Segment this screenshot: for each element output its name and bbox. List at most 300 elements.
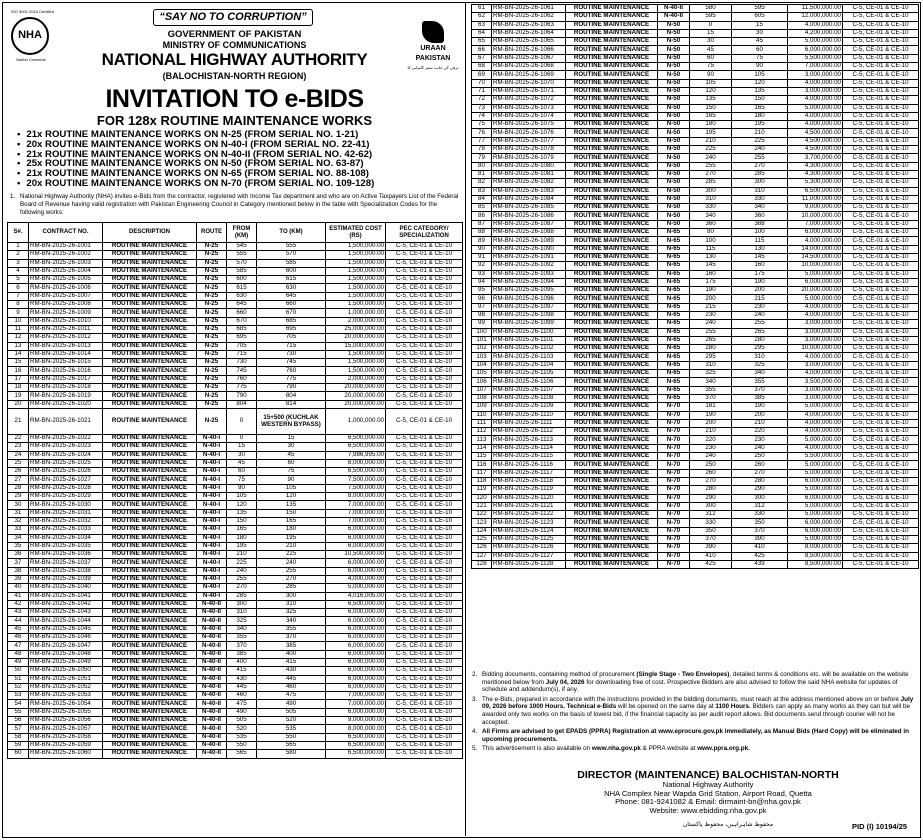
table-cell: N-65 xyxy=(658,303,690,311)
table-cell: 230 xyxy=(732,303,788,311)
table-row xyxy=(472,162,919,170)
table-cell: 415 xyxy=(227,667,257,675)
table-cell: 40 xyxy=(8,584,29,592)
table-row xyxy=(8,717,463,725)
table-cell: 98 xyxy=(472,311,492,319)
table-cell: C-5, CE-01 & CE-10 xyxy=(386,309,463,317)
table-cell: RM-BN-2025-26-1052 xyxy=(29,683,103,691)
table-cell: RM-BN-2025-26-1120 xyxy=(492,494,566,502)
table-cell: 5,000,000.00 xyxy=(788,486,843,494)
table-cell: N-40-I xyxy=(197,559,227,567)
table-cell: C-5, CE-01 & CE-10 xyxy=(386,434,463,442)
table-row xyxy=(8,575,463,583)
table-cell: ROUTINE MAINTENANCE xyxy=(566,560,658,568)
table-cell: ROUTINE MAINTENANCE xyxy=(566,411,658,419)
note-number: 4. xyxy=(472,727,478,735)
table-cell: 6,000,000.00 xyxy=(326,683,386,691)
table-cell: ROUTINE MAINTENANCE xyxy=(566,212,658,220)
table-row xyxy=(8,484,463,492)
table-cell: N-25 xyxy=(197,408,227,434)
table-cell: 280 xyxy=(690,345,732,353)
table-row xyxy=(472,494,919,502)
table-cell: ROUTINE MAINTENANCE xyxy=(566,353,658,361)
table-cell: ROUTINE MAINTENANCE xyxy=(103,251,197,259)
works-summary-item: • 20x ROUTINE MAINTENANCE WORKS ON N-40-I (FROM SERIAL NO. 22-41) xyxy=(17,140,374,150)
table-cell: C-5, CE-01 & CE-10 xyxy=(843,96,919,104)
table-cell: ROUTINE MAINTENANCE xyxy=(103,392,197,400)
table-cell: RM-BN-2025-26-1085 xyxy=(492,204,566,212)
table-row xyxy=(8,501,463,509)
table-cell: 112 xyxy=(472,428,492,436)
table-cell: RM-BN-2025-26-1124 xyxy=(492,527,566,535)
table-cell: 1,500,000.00 xyxy=(326,251,386,259)
table-row xyxy=(472,378,919,386)
table-cell: C-5, CE-01 & CE-10 xyxy=(843,21,919,29)
uraan-line1: URAAN xyxy=(420,45,446,52)
table-cell: 565 xyxy=(257,741,326,749)
table-cell: ROUTINE MAINTENANCE xyxy=(566,204,658,212)
table-cell: N-65 xyxy=(658,345,690,353)
table-cell: 250 xyxy=(690,461,732,469)
table-row xyxy=(8,443,463,451)
table-cell: 555 xyxy=(227,251,257,259)
table-cell: 85 xyxy=(472,204,492,212)
table-cell: N-50 xyxy=(658,179,690,187)
table-cell: 64 xyxy=(472,29,492,37)
table-cell: ROUTINE MAINTENANCE xyxy=(103,534,197,542)
table-cell: 545 xyxy=(227,243,257,251)
table-cell: 6,000,000.00 xyxy=(788,46,843,54)
intro-number: 1. xyxy=(10,193,16,200)
table-cell: RM-BN-2025-26-1089 xyxy=(492,237,566,245)
table-row xyxy=(472,428,919,436)
table-row xyxy=(8,609,463,617)
table-cell: C-5, CE-01 & CE-10 xyxy=(843,287,919,295)
table-cell: RM-BN-2025-26-1099 xyxy=(492,320,566,328)
table-cell: 6,000,000.00 xyxy=(326,667,386,675)
table-cell: RM-BN-2025-26-1079 xyxy=(492,154,566,162)
table-cell: C-5, CE-01 & CE-10 xyxy=(386,634,463,642)
note-item xyxy=(472,728,918,743)
table-cell: ROUTINE MAINTENANCE xyxy=(103,600,197,608)
table-cell: C-5, CE-01 & CE-10 xyxy=(386,575,463,583)
table-cell: C-5, CE-01 & CE-10 xyxy=(843,129,919,137)
table-cell: 210 xyxy=(690,137,732,145)
table-row xyxy=(8,600,463,608)
table-row xyxy=(472,511,919,519)
table-cell: C-5, CE-01 & CE-10 xyxy=(386,459,463,467)
table-cell: RM-BN-2025-26-1005 xyxy=(29,276,103,284)
table-row xyxy=(8,259,463,267)
table-cell: ROUTINE MAINTENANCE xyxy=(103,342,197,350)
table-cell: RM-BN-2025-26-1020 xyxy=(29,400,103,408)
table-cell: 330 xyxy=(732,511,788,519)
table-cell: ROUTINE MAINTENANCE xyxy=(566,336,658,344)
table-cell: 300 xyxy=(690,187,732,195)
table-cell: 370 xyxy=(690,536,732,544)
table-row xyxy=(8,551,463,559)
table-cell: ROUTINE MAINTENANCE xyxy=(103,509,197,517)
table-cell: 118 xyxy=(472,477,492,485)
table-cell: ROUTINE MAINTENANCE xyxy=(103,642,197,650)
table-cell: 124 xyxy=(472,527,492,535)
table-cell: C-5, CE-01 & CE-10 xyxy=(843,146,919,154)
table-row xyxy=(472,38,919,46)
works-summary-item: • 25x ROUTINE MAINTENANCE WORKS ON N-50 (FROM SERIAL NO. 63-87) xyxy=(17,159,374,169)
table-row xyxy=(472,179,919,187)
table-cell: N-50 xyxy=(658,38,690,46)
table-cell: ROUTINE MAINTENANCE xyxy=(103,468,197,476)
table-cell: N-50 xyxy=(658,170,690,178)
table-cell: 3,700,000.00 xyxy=(788,154,843,162)
table-cell: 15 xyxy=(690,29,732,37)
table-cell: 370 xyxy=(257,634,326,642)
table-cell: 200 xyxy=(690,295,732,303)
table-cell: N-50 xyxy=(658,146,690,154)
table-cell: 605 xyxy=(732,13,788,21)
table-cell: N-70 xyxy=(658,536,690,544)
table-cell: 61 xyxy=(472,5,492,13)
table-cell: ROUTINE MAINTENANCE xyxy=(566,96,658,104)
table-cell: C-5, CE-01 & CE-10 xyxy=(843,229,919,237)
table-cell: 26 xyxy=(8,468,29,476)
table-cell: 92 xyxy=(472,262,492,270)
table-cell: 370 xyxy=(732,527,788,535)
table-cell: N-25 xyxy=(197,259,227,267)
table-cell: C-5, CE-01 & CE-10 xyxy=(843,311,919,319)
table-cell: 310 xyxy=(732,187,788,195)
table-cell: N-40-II xyxy=(197,658,227,666)
table-cell: 66 xyxy=(472,46,492,54)
table-cell: 630 xyxy=(227,292,257,300)
table-cell: RM-BN-2025-26-1102 xyxy=(492,345,566,353)
table-row xyxy=(472,477,919,485)
table-cell: 72 xyxy=(472,96,492,104)
table-cell: RM-BN-2025-26-1071 xyxy=(492,87,566,95)
table-row xyxy=(8,517,463,525)
table-cell: 7 xyxy=(8,292,29,300)
table-cell: 7,000,000.00 xyxy=(326,692,386,700)
table-cell: ROUTINE MAINTENANCE xyxy=(103,708,197,716)
table-cell: ROUTINE MAINTENANCE xyxy=(566,419,658,427)
table-cell: 110 xyxy=(472,411,492,419)
table-cell: C-5, CE-01 & CE-10 xyxy=(843,469,919,477)
table-cell: 87 xyxy=(472,220,492,228)
table-cell: 3,000,000.00 xyxy=(788,320,843,328)
table-cell: RM-BN-2025-26-1073 xyxy=(492,104,566,112)
table-cell: 13 xyxy=(8,342,29,350)
page-title: INVITATION TO e-BIDS xyxy=(105,85,364,113)
table-cell: ROUTINE MAINTENANCE xyxy=(103,276,197,284)
right-column xyxy=(468,3,921,836)
table-cell: RM-BN-2025-26-1093 xyxy=(492,270,566,278)
table-cell: 20,000,000.00 xyxy=(326,384,386,392)
table-cell: RM-BN-2025-26-1047 xyxy=(29,642,103,650)
table-cell: N-50 xyxy=(658,121,690,129)
table-cell: N-25 xyxy=(197,267,227,275)
table-cell: N-25 xyxy=(197,301,227,309)
table-row xyxy=(472,13,919,21)
table-cell: N-40-II xyxy=(197,741,227,749)
table-cell: 285 xyxy=(690,179,732,187)
table-row xyxy=(8,267,463,275)
table-cell: ROUTINE MAINTENANCE xyxy=(566,394,658,402)
table-cell: C-5, CE-01 & CE-10 xyxy=(843,262,919,270)
table-cell: N-70 xyxy=(658,453,690,461)
table-cell: 695 xyxy=(227,334,257,342)
table-cell: ROUTINE MAINTENANCE xyxy=(103,634,197,642)
table-cell: 33 xyxy=(8,526,29,534)
table-cell: N-40-II xyxy=(197,725,227,733)
table-cell: 715 xyxy=(227,350,257,358)
table-cell: 7,000,000.00 xyxy=(326,517,386,525)
table-cell: N-40-I xyxy=(197,459,227,467)
table-row xyxy=(472,336,919,344)
table-cell: 210 xyxy=(732,419,788,427)
table-cell: 385 xyxy=(257,642,326,650)
table-cell: N-40-II xyxy=(197,750,227,758)
table-cell: N-40-II xyxy=(197,609,227,617)
table-cell: 6,000,000.00 xyxy=(788,527,843,535)
table-cell: 6,000,000.00 xyxy=(788,278,843,286)
table-cell: 790 xyxy=(257,384,326,392)
table-cell: ROUTINE MAINTENANCE xyxy=(103,375,197,383)
table-cell: 330 xyxy=(690,204,732,212)
table-cell: RM-BN-2025-26-1115 xyxy=(492,453,566,461)
table-cell: N-50 xyxy=(658,187,690,195)
table-cell: 75 xyxy=(227,476,257,484)
table-row xyxy=(8,625,463,633)
table-row xyxy=(8,292,463,300)
table-cell: ROUTINE MAINTENANCE xyxy=(566,345,658,353)
table-cell: C-5, CE-01 & CE-10 xyxy=(386,484,463,492)
works-table-right xyxy=(471,4,919,569)
note-text: , detailed terms & conditions etc. will be available on the website mentioned below from xyxy=(482,671,909,686)
table-cell: RM-BN-2025-26-1109 xyxy=(492,403,566,411)
table-row xyxy=(472,560,919,568)
table-cell: 1,500,000.00 xyxy=(326,243,386,251)
table-cell: 1,500,000.00 xyxy=(326,284,386,292)
table-cell: ROUTINE MAINTENANCE xyxy=(566,378,658,386)
table-cell: N-50 xyxy=(658,96,690,104)
table-cell: ROUTINE MAINTENANCE xyxy=(566,469,658,477)
table-cell: ROUTINE MAINTENANCE xyxy=(103,517,197,525)
table-row xyxy=(8,700,463,708)
table-cell: N-70 xyxy=(658,519,690,527)
table-cell: RM-BN-2025-26-1017 xyxy=(29,375,103,383)
table-cell: 34 xyxy=(8,534,29,542)
table-cell: 505 xyxy=(227,717,257,725)
table-cell: ROUTINE MAINTENANCE xyxy=(103,733,197,741)
table-cell: 7,000,000.00 xyxy=(326,509,386,517)
table-cell: C-5, CE-01 & CE-10 xyxy=(386,600,463,608)
table-cell: 3,000,000.00 xyxy=(788,394,843,402)
table-cell: 20,000,000.00 xyxy=(326,334,386,342)
table-cell: 38 xyxy=(8,567,29,575)
table-cell: 225 xyxy=(690,146,732,154)
table-row xyxy=(472,353,919,361)
table-cell: C-5, CE-01 & CE-10 xyxy=(843,63,919,71)
table-row xyxy=(472,5,919,13)
table-cell: RM-BN-2025-26-1064 xyxy=(492,29,566,37)
table-row xyxy=(472,436,919,444)
table-row xyxy=(8,683,463,691)
table-cell: 165 xyxy=(690,112,732,120)
table-cell: RM-BN-2025-26-1025 xyxy=(29,459,103,467)
table-cell: C-5, CE-01 & CE-10 xyxy=(843,519,919,527)
table-cell: C-5, CE-01 & CE-10 xyxy=(386,359,463,367)
table-cell: ROUTINE MAINTENANCE xyxy=(566,320,658,328)
table-cell: N-50 xyxy=(658,46,690,54)
table-cell: 120 xyxy=(690,87,732,95)
table-cell: 6,000,000.00 xyxy=(326,708,386,716)
note-text: 1100 Hours. xyxy=(715,703,751,711)
table-cell: ROUTINE MAINTENANCE xyxy=(566,54,658,62)
table-cell: C-5, CE-01 & CE-10 xyxy=(843,170,919,178)
table-cell: 49 xyxy=(8,658,29,666)
table-row xyxy=(472,46,919,54)
table-cell: C-5, CE-01 & CE-10 xyxy=(386,276,463,284)
table-cell: RM-BN-2025-26-1098 xyxy=(492,311,566,319)
table-cell: 3,000,000.00 xyxy=(788,328,843,336)
table-cell: C-5, CE-01 & CE-10 xyxy=(386,251,463,259)
table-cell: ROUTINE MAINTENANCE xyxy=(566,494,658,502)
table-cell: 6,000,000.00 xyxy=(326,625,386,633)
table-cell: 4,500,000.00 xyxy=(788,137,843,145)
table-cell: 430 xyxy=(227,675,257,683)
table-cell: N-40-I xyxy=(197,534,227,542)
table-cell: 3,000,000.00 xyxy=(788,71,843,79)
table-cell: RM-BN-2025-26-1010 xyxy=(29,317,103,325)
table-cell: 54 xyxy=(8,700,29,708)
table-cell: N-25 xyxy=(197,367,227,375)
table-cell: C-5, CE-01 & CE-10 xyxy=(843,320,919,328)
table-cell: 270 xyxy=(690,170,732,178)
table-cell: RM-BN-2025-26-1106 xyxy=(492,378,566,386)
table-cell: 160 xyxy=(690,270,732,278)
table-row xyxy=(8,642,463,650)
table-cell: RM-BN-2025-26-1082 xyxy=(492,179,566,187)
table-cell: N-40-I xyxy=(197,592,227,600)
table-cell: RM-BN-2025-26-1100 xyxy=(492,328,566,336)
table-cell: 106 xyxy=(472,378,492,386)
table-cell: C-5, CE-01 & CE-10 xyxy=(843,270,919,278)
table-cell: 240 xyxy=(257,559,326,567)
table-cell: 210 xyxy=(227,551,257,559)
table-cell: ROUTINE MAINTENANCE xyxy=(566,154,658,162)
table-row xyxy=(8,301,463,309)
table-cell: N-25 xyxy=(197,342,227,350)
table-cell: C-5, CE-01 & CE-10 xyxy=(386,592,463,600)
table-cell: 425 xyxy=(732,552,788,560)
table-cell: ROUTINE MAINTENANCE xyxy=(103,309,197,317)
table-cell: 80 xyxy=(690,229,732,237)
table-cell: 4,000,000.00 xyxy=(788,112,843,120)
table-cell: 60 xyxy=(690,54,732,62)
column-header: CONTRACT NO. xyxy=(29,223,103,243)
table-cell: 310 xyxy=(690,361,732,369)
table-cell: ROUTINE MAINTENANCE xyxy=(103,292,197,300)
table-row xyxy=(8,542,463,550)
table-cell: 445 xyxy=(257,675,326,683)
table-row xyxy=(8,434,463,442)
table-cell: 100 xyxy=(472,328,492,336)
table-cell: 120 xyxy=(472,494,492,502)
table-cell: 1 xyxy=(8,243,29,251)
table-cell: 775 xyxy=(227,384,257,392)
table-cell: 36 xyxy=(8,551,29,559)
table-cell: 75 xyxy=(690,63,732,71)
table-row xyxy=(472,320,919,328)
table-cell: RM-BN-2025-26-1014 xyxy=(29,350,103,358)
table-cell: RM-BN-2025-26-1057 xyxy=(29,725,103,733)
table-cell: 122 xyxy=(472,511,492,519)
table-cell: ROUTINE MAINTENANCE xyxy=(103,717,197,725)
table-cell: ROUTINE MAINTENANCE xyxy=(103,476,197,484)
works-summary-item: • 20x ROUTINE MAINTENANCE WORKS ON N-70 (FROM SERIAL NO. 109-128) xyxy=(17,179,374,189)
table-cell: 4 xyxy=(8,267,29,275)
table-cell: RM-BN-2025-26-1066 xyxy=(492,46,566,54)
table-cell: 10,000,000.00 xyxy=(788,212,843,220)
table-cell: N-50 xyxy=(658,104,690,112)
table-cell: N-40-I xyxy=(197,575,227,583)
table-cell: RM-BN-2025-26-1088 xyxy=(492,229,566,237)
table-cell: 615 xyxy=(257,276,326,284)
table-cell: 355 xyxy=(227,634,257,642)
table-cell: 350 xyxy=(690,527,732,535)
table-cell: RM-BN-2025-26-1068 xyxy=(492,63,566,71)
table-cell: RM-BN-2025-26-1069 xyxy=(492,71,566,79)
table-cell: 83 xyxy=(472,187,492,195)
table-row xyxy=(472,486,919,494)
table-cell: 105 xyxy=(257,484,326,492)
note-text: www.ppra.org.pk. xyxy=(697,744,750,752)
table-cell: 350 xyxy=(732,519,788,527)
table-cell: RM-BN-2025-26-1110 xyxy=(492,411,566,419)
table-cell: C-5, CE-01 & CE-10 xyxy=(386,650,463,658)
table-cell: 5,500,000.00 xyxy=(788,453,843,461)
table-cell: RM-BN-2025-26-1095 xyxy=(492,287,566,295)
table-cell: 11,500,000.00 xyxy=(788,5,843,13)
table-cell: ROUTINE MAINTENANCE xyxy=(566,486,658,494)
table-cell: 15 xyxy=(227,443,257,451)
table-cell: 685 xyxy=(257,317,326,325)
table-cell: 9 xyxy=(8,309,29,317)
table-cell: N-25 xyxy=(197,359,227,367)
table-cell: N-50 xyxy=(658,204,690,212)
table-row xyxy=(472,386,919,394)
table-cell: C-5, CE-01 & CE-10 xyxy=(843,328,919,336)
table-cell: ROUTINE MAINTENANCE xyxy=(566,187,658,195)
table-cell: N-50 xyxy=(658,220,690,228)
table-cell: C-5, CE-01 & CE-10 xyxy=(386,559,463,567)
signatory-title: DIRECTOR (MAINTENANCE) BALOCHISTAN-NORTH xyxy=(577,769,839,781)
table-cell: 600 xyxy=(257,267,326,275)
table-cell: 370 xyxy=(227,642,257,650)
works-summary-list xyxy=(17,130,374,189)
table-cell: 660 xyxy=(227,309,257,317)
table-row xyxy=(472,237,919,245)
table-cell: C-5, CE-01 & CE-10 xyxy=(386,451,463,459)
table-cell: 240 xyxy=(690,154,732,162)
note-number: 2. xyxy=(472,671,478,678)
table-cell: 240 xyxy=(732,444,788,452)
table-row xyxy=(472,536,919,544)
table-row xyxy=(472,328,919,336)
table-row xyxy=(8,392,463,400)
table-cell: ROUTINE MAINTENANCE xyxy=(566,270,658,278)
table-cell: N-70 xyxy=(658,419,690,427)
